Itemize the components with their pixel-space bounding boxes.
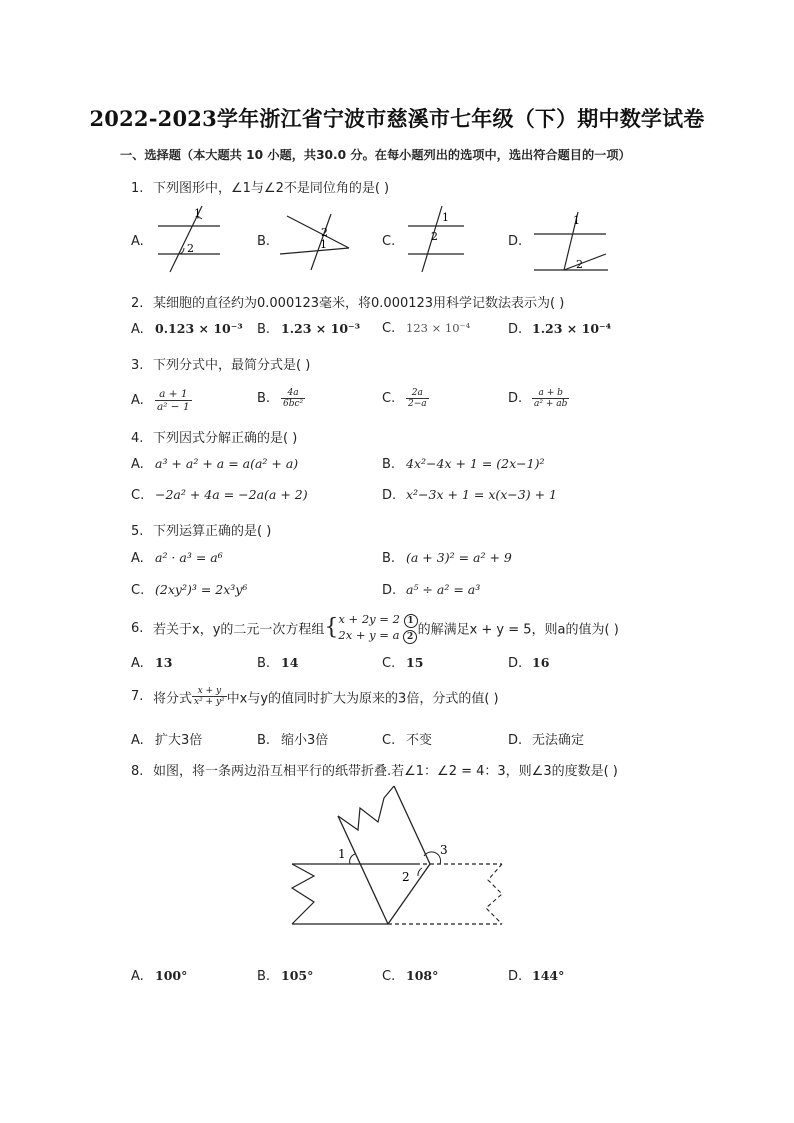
question-3 [131,354,310,373]
question-text: 下列因式分解正确的是( ) [153,431,298,446]
question-number: 4. [131,431,144,446]
question-5 [131,520,271,539]
option-a[interactable]: A. 扩大3倍 [131,733,203,748]
question-4-options-row1 [0,456,794,476]
question-text: 下列运算正确的是( ) [153,524,272,539]
figure-option-b [275,204,355,274]
question-text: 某细胞的直径约为0.000123毫米，将0.000123用科学记数法表示为( ) [153,296,565,311]
question-number: 2. [131,296,144,311]
option-d[interactable]: D. [508,234,523,249]
section-heading: 一、选择题（本大题共 10 小题，共30.0 分。在每小题列出的选项中，选出符合题目的一项） [120,148,631,162]
option-d[interactable]: D. $\frac{a + b}{\text{a² + ab}}$ [508,388,568,410]
option-b[interactable]: B. 1.23 × 10⁻³ [257,321,361,337]
figure-option-a [150,204,230,274]
question-text: 将分式 [153,691,193,707]
question-1 [131,177,389,196]
option-d[interactable]: D. 1.23 × 10⁻⁴ [508,321,612,337]
question-7-options [0,729,794,749]
question-6-options [0,655,794,675]
angle-label-2: 2 [402,870,410,884]
angle-label-3: 3 [440,843,448,857]
question-4-options-row2 [0,487,794,507]
option-b[interactable]: B. [257,234,271,249]
option-c[interactable]: C. (2xy²)³ = 2x³y⁶ [131,582,248,598]
option-d[interactable]: D. x²−3x + 1 = x(x−3) + 1 [382,487,557,503]
question-8 [131,760,618,779]
question-8-options [0,968,794,988]
option-a[interactable]: A. [131,234,144,249]
angle-label-2: 2 [321,226,328,239]
fraction: $\frac{x + y}{\text{x² + y²}}$ [194,686,225,708]
question-number: 1. [131,181,144,196]
angle-label-1: 1 [194,207,201,220]
figure-option-c [400,204,480,274]
angle-label-2: 2 [431,230,438,243]
question-3-options [0,380,794,416]
option-a[interactable]: A. 0.123 × 10⁻³ [131,321,243,337]
option-d[interactable]: D. a⁵ ÷ a² = a³ [382,582,481,598]
option-c[interactable]: C. −2a² + 4a = −2a(a + 2) [131,487,308,503]
angle-label-1: 1 [573,214,580,227]
option-a[interactable]: A. a³ + a² + a = a(a² + a) [131,456,299,472]
question-number: 6. [131,620,144,636]
question-2-options [0,321,794,341]
angle-label-1: 1 [338,847,346,861]
question-6: 6. 若关于x，y的二元一次方程组{ x + 2y = 2 1 2x + y = a 2 的解满足x + y = 5，则a的值为( ) [131,612,619,642]
question-number: 7. [131,689,144,705]
option-a[interactable]: A. 13 [131,655,173,671]
option-a[interactable]: A. 100° [131,968,188,984]
question-1-options [0,204,794,274]
question-4 [131,427,297,446]
option-b[interactable]: B. 105° [257,968,314,984]
option-c[interactable]: C. 108° [382,968,439,984]
option-c[interactable]: C. 15 [382,655,424,671]
option-c[interactable]: C. [382,234,396,249]
option-c[interactable]: C. 123 × 10⁻⁴ [382,321,471,336]
option-d[interactable]: D. 144° [508,968,565,984]
question-text: 如图，将一条两边沿互相平行的纸带折叠.若∠1：∠2 = 4：3，则∠3的度数是( ) [153,764,618,779]
question-text: 若关于x，y的二元一次方程组 [153,622,325,638]
page-title: 2022-2023学年浙江省宁波市慈溪市七年级（下）期中数学试卷 [89,106,705,131]
question-7 [131,686,499,718]
option-b[interactable]: B. 14 [257,655,299,671]
question-number: 3. [131,358,144,373]
question-text-cont: 中x与y的值同时扩大为原来的3倍，分式的值( ) [226,691,499,707]
option-a[interactable]: A. a² · a³ = a⁶ [131,550,223,566]
option-b[interactable]: B. $\frac{4a}{\text{6bc²}}$ [257,388,304,410]
question-text: 下列分式中，最简分式是( ) [153,358,311,373]
angle-label-1: 1 [442,211,449,224]
option-c[interactable]: C. 不变 [382,733,433,748]
option-a[interactable]: A. $\frac{a + 1}{\text{a² − 1}}$ [131,388,190,414]
question-5-options-row1 [0,550,794,570]
option-d[interactable]: D. 无法确定 [508,733,585,748]
question-text-cont: 的解满足x + y = 5，则a的值为( ) [417,622,619,638]
angle-label-2: 2 [576,258,583,271]
question-2 [131,292,564,311]
question-text: 下列图形中，∠1与∠2不是同位角的是( ) [153,181,390,196]
equation-system: x + 2y = 2 1 2x + y = a 2 [338,612,417,644]
figure-option-d [528,204,618,274]
question-5-options-row2 [0,582,794,602]
question-number: 8. [131,764,144,779]
angle-label-1: 1 [320,238,327,251]
option-b[interactable]: B. 4x²−4x + 1 = (2x−1)² [382,456,545,472]
option-b[interactable]: B. 缩小3倍 [257,733,329,748]
option-c[interactable]: C. $\frac{2a}{2-a}$ [382,388,427,410]
angle-label-2: 2 [187,242,194,255]
option-b[interactable]: B. (a + 3)² = a² + 9 [382,550,512,566]
option-d[interactable]: D. 16 [508,655,550,671]
question-number: 5. [131,524,144,539]
folded-strip-figure [280,780,520,940]
